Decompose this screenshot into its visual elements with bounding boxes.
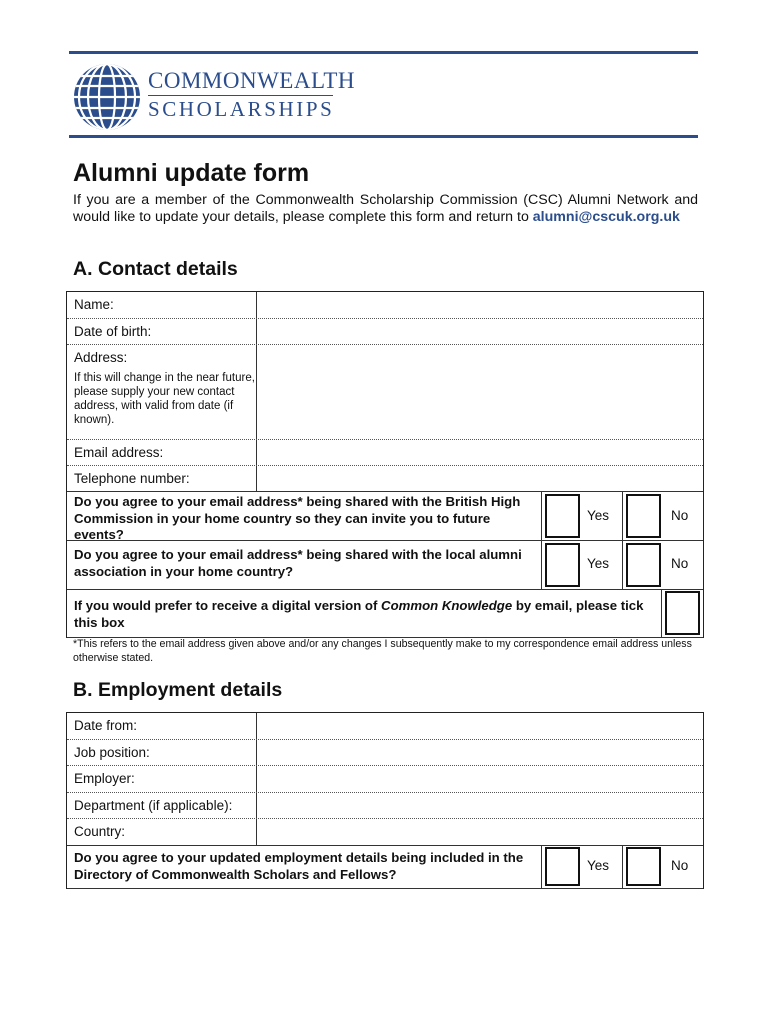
no-label: No	[671, 858, 689, 873]
question-row-digital-copy	[67, 590, 703, 638]
yes-label: Yes	[587, 858, 610, 873]
yes-label: Yes	[587, 508, 610, 523]
department-field[interactable]	[258, 793, 703, 818]
name-label: Name:	[67, 292, 257, 318]
question-digital-copy-text-2: by email, please tick this box	[74, 598, 644, 630]
question-row-alumni-association	[67, 541, 703, 590]
telephone-label: Telephone number:	[67, 466, 257, 491]
question-digital-copy	[74, 598, 644, 631]
question-row-high-commission	[67, 492, 703, 541]
dob-field[interactable]	[258, 319, 703, 344]
field-row-job-position	[67, 740, 703, 766]
employer-field[interactable]	[258, 766, 703, 792]
section-a-heading	[73, 258, 238, 281]
email-label: Email address:	[67, 440, 257, 465]
address-field[interactable]	[258, 345, 703, 439]
address-label-cell	[67, 345, 257, 439]
country-field[interactable]	[258, 819, 703, 845]
logo-divider	[148, 95, 333, 96]
no-answer-cell	[622, 492, 703, 540]
yes-checkbox[interactable]	[545, 847, 580, 886]
email-field[interactable]	[258, 440, 703, 465]
globe-logo-icon	[72, 62, 142, 132]
no-label: No	[671, 508, 689, 523]
section-b-title: Employment details	[98, 679, 283, 701]
section-b-heading	[73, 679, 282, 702]
question-high-commission: Do you agree to your email address* being shared with the British High Commission in your home country so they can invite you to future events?	[74, 494, 521, 542]
question-row-directory	[67, 846, 703, 889]
field-row-name	[67, 292, 703, 319]
field-row-address	[67, 345, 703, 440]
telephone-field[interactable]	[258, 466, 703, 491]
field-row-dob	[67, 319, 703, 345]
date-from-label: Date from:	[67, 713, 257, 739]
question-digital-copy-text-1: If you would prefer to receive a digital version of	[74, 598, 382, 613]
address-label: Address:	[74, 350, 128, 365]
address-note: If this will change in the near future, please supply your new contact address, with valid from date (if known).	[74, 372, 255, 426]
country-label: Country:	[67, 819, 257, 845]
section-a-letter: A.	[73, 258, 93, 280]
yes-label: Yes	[587, 556, 610, 571]
field-row-email	[67, 440, 703, 466]
digital-copy-checkbox[interactable]	[665, 591, 700, 635]
date-from-field[interactable]	[258, 713, 703, 739]
yes-checkbox[interactable]	[545, 543, 580, 587]
intro-paragraph	[73, 192, 698, 226]
field-row-department	[67, 793, 703, 819]
yes-checkbox[interactable]	[545, 494, 580, 538]
logo-wordmark-line1: COMMONWEALTH	[148, 68, 356, 93]
email-footnote: *This refers to the email address given above and/or any changes I subsequently make to my correspondence email address unless otherwise stated.	[73, 638, 692, 664]
no-label: No	[671, 556, 689, 571]
section-b-letter: B.	[73, 679, 93, 701]
dob-label: Date of birth:	[67, 319, 257, 344]
field-row-country	[67, 819, 703, 846]
question-alumni-association: Do you agree to your email address* being shared with the local alumni association in your home country?	[74, 547, 522, 579]
field-row-date-from	[67, 713, 703, 740]
logo-wordmark-line2: SCHOLARSHIPS	[148, 97, 335, 121]
no-checkbox[interactable]	[626, 847, 661, 886]
header-bottom-rule	[69, 135, 698, 138]
digital-copy-answer-cell	[661, 590, 703, 637]
contact-details-table	[66, 291, 704, 638]
contact-email-link[interactable]: alumni@cscuk.org.uk	[532, 209, 680, 225]
question-directory: Do you agree to your updated employment details being included in the Directory of Commonwealth Scholars and Fellows?	[74, 850, 524, 882]
field-row-employer	[67, 766, 703, 793]
header-top-rule	[69, 51, 698, 54]
field-row-telephone	[67, 466, 703, 492]
employer-label: Employer:	[67, 766, 257, 792]
name-field[interactable]	[258, 292, 703, 318]
job-position-field[interactable]	[258, 740, 703, 765]
employment-details-table	[66, 712, 704, 889]
section-a-title: Contact details	[98, 258, 238, 280]
publication-title: Common Knowledge	[381, 598, 513, 613]
page-title: Alumni update form	[73, 159, 310, 187]
no-checkbox[interactable]	[626, 494, 661, 538]
intro-text: If you are a member of the Commonwealth Scholarship Commission (CSC) Alumni Network and would like to update your details, please complete this form and return to	[73, 192, 698, 225]
department-label: Department (if applicable):	[67, 793, 257, 818]
no-checkbox[interactable]	[626, 543, 661, 587]
no-answer-cell	[622, 846, 703, 888]
no-answer-cell	[622, 541, 703, 589]
job-position-label: Job position:	[67, 740, 257, 765]
